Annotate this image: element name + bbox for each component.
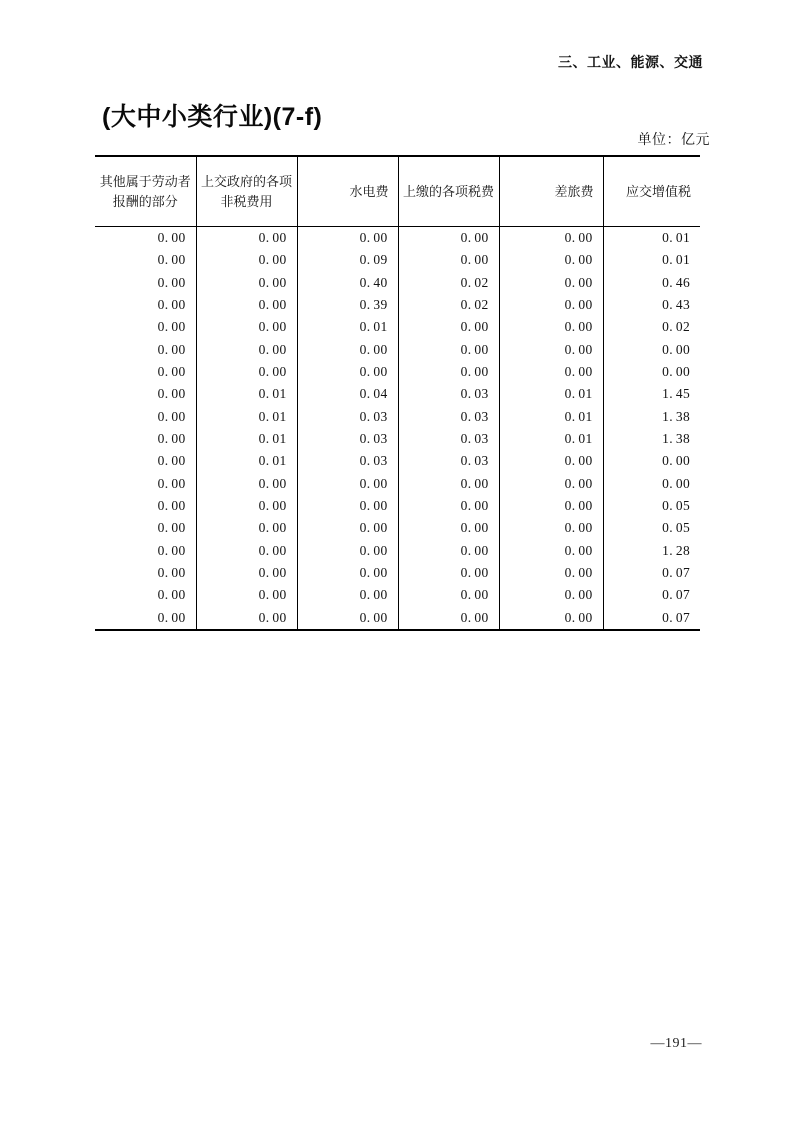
table-cell: 0. 00: [499, 450, 603, 472]
table-row: [95, 562, 700, 584]
table-cell: 0. 00: [499, 272, 603, 294]
table-cell: 0. 00: [196, 540, 297, 562]
table-cell: 0. 00: [398, 473, 499, 495]
column-header-nontax-fees-to-government: 上交政府的各项非税费用: [196, 156, 297, 227]
table-cell: 0. 00: [196, 249, 297, 271]
table-cell: 0. 00: [95, 584, 196, 606]
table-cell: 0. 00: [398, 249, 499, 271]
table-cell: 0. 00: [95, 607, 196, 630]
table-cell: 0. 01: [499, 428, 603, 450]
table-row: [95, 316, 700, 338]
table-cell: 0. 00: [196, 272, 297, 294]
table-cell: 0. 04: [297, 383, 398, 405]
table-cell: 0. 09: [297, 249, 398, 271]
column-header-travel-expenses: 差旅费: [499, 156, 603, 227]
table-cell: 0. 00: [662, 341, 690, 357]
header-row: [95, 156, 700, 227]
table-cell: 0. 00: [297, 562, 398, 584]
table-cell: 0. 00: [297, 339, 398, 361]
table-cell: 0. 00: [297, 361, 398, 383]
table-cell: 1. 28: [662, 542, 690, 558]
table-cell: 0. 00: [196, 517, 297, 539]
table-cell: 0. 00: [196, 316, 297, 338]
table-cell: 0. 00: [297, 607, 398, 630]
table-cell: 0. 03: [398, 406, 499, 428]
table-cell: 0. 00: [398, 316, 499, 338]
table-cell: 0. 00: [196, 227, 297, 250]
table-cell: 0. 03: [398, 450, 499, 472]
table-cell: 0. 00: [662, 475, 690, 491]
table-cell: 0. 01: [662, 252, 690, 268]
table-cell: 0. 00: [297, 473, 398, 495]
table-cell: 0. 00: [499, 584, 603, 606]
table-cell: 0. 01: [196, 428, 297, 450]
table-row: [95, 361, 700, 383]
table-cell: 0. 03: [398, 428, 499, 450]
table-cell: 0. 00: [95, 361, 196, 383]
table-cell: 0. 00: [95, 450, 196, 472]
table-cell: 0. 00: [297, 495, 398, 517]
unit-label: 单位：亿元: [637, 133, 710, 148]
table-cell: 0. 00: [499, 316, 603, 338]
table-cell: 0. 00: [95, 517, 196, 539]
table-row: [95, 473, 700, 495]
column-header-water-electricity-fee: 水电费: [297, 156, 398, 227]
table-cell: 0. 00: [499, 540, 603, 562]
table-cell: 0. 03: [297, 450, 398, 472]
table-cell: 0. 00: [499, 294, 603, 316]
table-cell: 0. 00: [196, 495, 297, 517]
table-row: [95, 227, 700, 250]
table-cell: 0. 00: [398, 540, 499, 562]
table-cell: 0. 01: [499, 383, 603, 405]
table-cell: 0. 01: [196, 406, 297, 428]
table-cell: 0. 00: [196, 339, 297, 361]
table-cell: 0. 00: [297, 540, 398, 562]
table-cell: 0. 03: [398, 383, 499, 405]
table-cell: 0. 00: [499, 473, 603, 495]
table-cell: 0. 00: [95, 473, 196, 495]
table-row: [95, 584, 700, 606]
table-cell: 0. 43: [662, 296, 690, 312]
table-cell: 0. 00: [297, 517, 398, 539]
table-cell: 0. 02: [662, 319, 690, 335]
table-cell: 0. 07: [662, 609, 690, 625]
table-cell: 0. 01: [196, 383, 297, 405]
table-body: [95, 227, 700, 630]
table-cell: 1. 38: [662, 430, 690, 446]
column-header-vat-payable: 应交增值税: [603, 156, 700, 227]
table-cell: 0. 00: [95, 428, 196, 450]
table-row: [95, 294, 700, 316]
table-cell: 0. 05: [662, 520, 690, 536]
table-row: [95, 339, 700, 361]
table-cell: 0. 39: [297, 294, 398, 316]
table-cell: 0. 00: [499, 227, 603, 250]
table-row: [95, 272, 700, 294]
table-cell: 0. 00: [196, 607, 297, 630]
table-row: [95, 406, 700, 428]
table-cell: 0. 00: [95, 249, 196, 271]
table-cell: 0. 00: [398, 339, 499, 361]
table-row: [95, 383, 700, 405]
page-number: —191—: [650, 1036, 702, 1051]
table-cell: 0. 00: [499, 607, 603, 630]
column-header-other-labor-compensation: 其他属于劳动者报酬的部分: [95, 156, 196, 227]
column-header-taxes-paid: 上缴的各项税费: [398, 156, 499, 227]
table-cell: 0. 00: [95, 540, 196, 562]
table-cell: 0. 00: [95, 339, 196, 361]
table-cell: 0. 46: [662, 274, 690, 290]
table-cell: 0. 05: [662, 497, 690, 513]
table-cell: 0. 00: [196, 294, 297, 316]
table-cell: 0. 00: [398, 517, 499, 539]
table-cell: 0. 00: [95, 227, 196, 250]
table-cell: 1. 38: [662, 408, 690, 424]
table-cell: 0. 00: [499, 562, 603, 584]
table-cell: 0. 02: [398, 272, 499, 294]
table-cell: 0. 00: [398, 607, 499, 630]
table-cell: 0. 40: [297, 272, 398, 294]
table-row: [95, 428, 700, 450]
table-cell: 0. 00: [662, 453, 690, 469]
table-row: [95, 607, 700, 630]
table-cell: 0. 00: [499, 339, 603, 361]
table-cell: 0. 00: [398, 227, 499, 250]
table-cell: 0. 00: [398, 495, 499, 517]
table-cell: 0. 00: [662, 363, 690, 379]
data-table: [95, 155, 700, 631]
table-row: [95, 495, 700, 517]
table-cell: 0. 07: [662, 587, 690, 603]
table-cell: 0. 01: [297, 316, 398, 338]
table-cell: 0. 00: [95, 272, 196, 294]
table-cell: 0. 00: [398, 562, 499, 584]
table-cell: 0. 00: [95, 406, 196, 428]
table-cell: 0. 00: [297, 227, 398, 250]
page-title: (大中小类行业)(7-f): [102, 103, 323, 131]
table-cell: 1. 45: [662, 386, 690, 402]
table-cell: 0. 03: [297, 428, 398, 450]
table-header: [95, 156, 700, 227]
table-cell: 0. 00: [95, 383, 196, 405]
section-header: 三、工业、能源、交通: [558, 54, 703, 70]
table-cell: 0. 00: [196, 584, 297, 606]
table-cell: 0. 00: [196, 361, 297, 383]
table-cell: 0. 01: [196, 450, 297, 472]
table-row: [95, 450, 700, 472]
table-cell: 0. 00: [499, 517, 603, 539]
table-cell: 0. 00: [398, 584, 499, 606]
table-cell: 0. 00: [499, 361, 603, 383]
table-cell: 0. 00: [297, 584, 398, 606]
table-row: [95, 540, 700, 562]
table-row: [95, 517, 700, 539]
table-cell: 0. 00: [398, 361, 499, 383]
table-cell: 0. 07: [662, 564, 690, 580]
table-cell: 0. 03: [297, 406, 398, 428]
table-cell: 0. 00: [95, 562, 196, 584]
table-cell: 0. 00: [95, 294, 196, 316]
table-cell: 0. 00: [499, 495, 603, 517]
table-cell: 0. 01: [499, 406, 603, 428]
table-cell: 0. 02: [398, 294, 499, 316]
table-cell: 0. 01: [662, 230, 690, 245]
table-cell: 0. 00: [499, 249, 603, 271]
table-cell: 0. 00: [196, 562, 297, 584]
table-row: [95, 249, 700, 271]
table-cell: 0. 00: [196, 473, 297, 495]
table-cell: 0. 00: [95, 316, 196, 338]
table-cell: 0. 00: [95, 495, 196, 517]
